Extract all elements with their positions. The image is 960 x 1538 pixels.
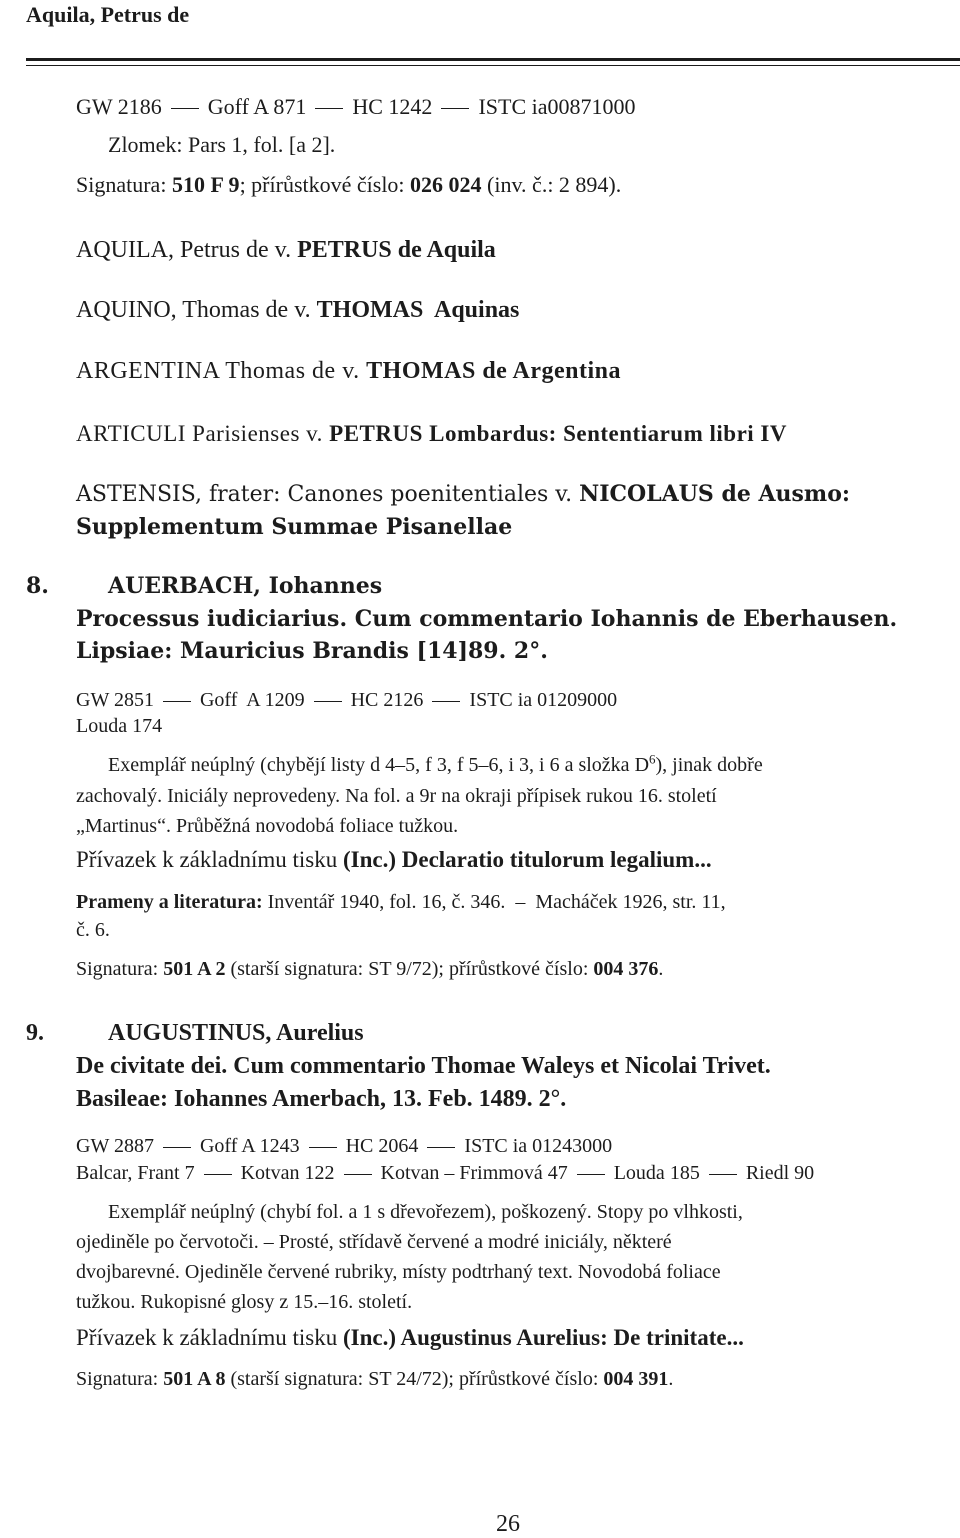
ref-separator bbox=[309, 1147, 337, 1148]
ref-kotvan: Kotvan 122 bbox=[240, 1162, 335, 1184]
xref-astensis-target-cont: Supplementum Summae Pisanellae bbox=[76, 514, 513, 540]
xref-astensis bbox=[76, 483, 850, 506]
ref-istc: ISTC ia 01243000 bbox=[464, 1135, 613, 1157]
binding-prefix: Přívazek k základnímu tisku bbox=[76, 1325, 343, 1350]
ref-goff: Goff A 1209 bbox=[199, 689, 305, 711]
xref-term: AQUINO, Thomas de v. bbox=[76, 297, 317, 323]
xref-target: NICOLAUS de Ausmo: bbox=[579, 481, 851, 507]
copy-description: zachovalý. Iniciály neprovedeny. Na fol. a 9r na okraji přípisek rukou 16. století bbox=[76, 785, 717, 807]
ref-separator bbox=[171, 108, 199, 109]
ref-separator bbox=[577, 1174, 605, 1175]
xref-term: AQUILA, Petrus de v. bbox=[76, 237, 298, 263]
signature-text: . bbox=[668, 1368, 674, 1390]
ref-separator bbox=[163, 701, 191, 702]
ref-hc: HC 2064 bbox=[345, 1135, 419, 1157]
signature-value: 501 A 8 bbox=[163, 1368, 226, 1390]
signature-text: (inv. č.: 2 894). bbox=[481, 172, 622, 197]
prev-entry-signature bbox=[76, 174, 621, 196]
ref-separator bbox=[163, 1147, 191, 1148]
copy-description: tužkou. Rukopisné glosy z 15.–16. století. bbox=[76, 1291, 413, 1313]
xref-target: PETRUS de Aquila bbox=[297, 237, 496, 263]
ref-separator bbox=[427, 1147, 455, 1148]
copy-description bbox=[108, 751, 763, 776]
xref-target: THOMAS Aquinas bbox=[316, 297, 520, 323]
copy-description: ojediněle po červotoči. – Prosté, střídavě červené a modré iniciály, některé bbox=[76, 1231, 672, 1253]
copy-description: Exemplář neúplný (chybí fol. a 1 s dřevořezem), poškozený. Stopy po vlhkosti, bbox=[108, 1201, 743, 1223]
ref-separator bbox=[441, 108, 469, 109]
ref-gw: GW 2851 bbox=[76, 689, 154, 711]
entry-refs-secondary bbox=[76, 1163, 814, 1183]
signature-label: Signatura: bbox=[76, 172, 172, 197]
sources bbox=[76, 892, 726, 912]
accession-number: 026 024 bbox=[410, 172, 482, 197]
sources-text: Inventář 1940, fol. 16, č. 346. – Macháček 1926, str. 11, bbox=[267, 891, 726, 913]
copy-text: Exemplář neúplný (chybějí listy d 4–5, f 3, f 5–6, i 3, i 6 a složka D bbox=[108, 754, 650, 776]
ref-separator bbox=[204, 1174, 232, 1175]
signature-text: (starší signatura: ST 9/72); přírůstkové číslo: bbox=[225, 958, 594, 980]
entry-signature bbox=[76, 1369, 673, 1389]
superscript: 6 bbox=[649, 751, 656, 767]
entry-title: Processus iudiciarius. Cum commentario Iohannis de Eberhausen. bbox=[76, 606, 898, 632]
signature-text: (starší signatura: ST 24/72); přírůstkové číslo: bbox=[225, 1368, 604, 1390]
accession-number: 004 376 bbox=[593, 958, 659, 980]
ref-kotvan-frimmova: Kotvan – Frimmová 47 bbox=[380, 1162, 568, 1184]
running-head: Aquila, Petrus de bbox=[26, 2, 190, 27]
entry-number: 9. bbox=[26, 1020, 44, 1046]
xref-target: PETRUS Lombardus: Sententiarum libri IV bbox=[329, 421, 787, 446]
ref-istc: ISTC ia00871000 bbox=[478, 94, 636, 119]
ref-separator bbox=[315, 108, 343, 109]
xref-aquila bbox=[76, 238, 496, 262]
ref-riedl: Riedl 90 bbox=[745, 1162, 815, 1184]
header-rule-thick bbox=[26, 58, 960, 61]
xref-term: ARGENTINA Thomas de v. bbox=[76, 358, 367, 384]
ref-goff: Goff A 871 bbox=[207, 94, 307, 119]
ref-hc: HC 2126 bbox=[350, 689, 424, 711]
binding-note bbox=[76, 1326, 744, 1349]
ref-separator bbox=[432, 701, 460, 702]
binding-title: (Inc.) Declaratio titulorum legalium... bbox=[343, 847, 712, 872]
prev-entry-fragment: Zlomek: Pars 1, fol. [a 2]. bbox=[108, 132, 336, 157]
entry-heading: AUERBACH, Iohannes bbox=[108, 573, 383, 599]
entry-refs-secondary: Louda 174 bbox=[76, 715, 163, 737]
binding-note bbox=[76, 848, 712, 871]
sources-cont: č. 6. bbox=[76, 919, 110, 941]
xref-aquino bbox=[76, 298, 519, 322]
copy-description: dvojbarevné. Ojediněle červené rubriky, místy podtrhaný text. Novodobá foliace bbox=[76, 1261, 721, 1283]
signature-text: . bbox=[658, 958, 664, 980]
ref-separator bbox=[344, 1174, 372, 1175]
sources-label: Prameny a literatura: bbox=[76, 891, 268, 913]
binding-prefix: Přívazek k základnímu tisku bbox=[76, 847, 343, 872]
xref-articuli bbox=[76, 422, 787, 445]
xref-argentina bbox=[76, 359, 621, 383]
ref-gw: GW 2186 bbox=[76, 94, 162, 119]
entry-title: De civitate dei. Cum commentario Thomae Waleys et Nicolai Trivet. bbox=[76, 1053, 771, 1079]
ref-gw: GW 2887 bbox=[76, 1135, 154, 1157]
copy-description: „Martinus“. Průběžná novodobá foliace tužkou. bbox=[76, 815, 459, 837]
xref-term: ASTENSIS, frater: Canones poenitentiales v. bbox=[76, 482, 580, 507]
ref-hc: HC 1242 bbox=[352, 94, 433, 119]
header-rule-thin bbox=[26, 65, 960, 66]
ref-goff: Goff A 1243 bbox=[199, 1135, 300, 1157]
prev-entry-refs bbox=[76, 96, 636, 118]
signature-value: 501 A 2 bbox=[163, 958, 226, 980]
entry-signature bbox=[76, 959, 663, 979]
signature-label: Signatura: bbox=[76, 958, 164, 980]
entry-refs bbox=[76, 690, 617, 710]
copy-text: ), jinak dobře bbox=[655, 754, 763, 776]
entry-number: 8. bbox=[26, 573, 49, 599]
page-number: 26 bbox=[496, 1511, 520, 1537]
ref-istc: ISTC ia 01209000 bbox=[469, 689, 618, 711]
ref-separator bbox=[314, 701, 342, 702]
ref-separator bbox=[709, 1174, 737, 1175]
binding-title: (Inc.) Augustinus Aurelius: De trinitate... bbox=[343, 1325, 744, 1350]
signature-value: 510 F 9 bbox=[171, 172, 240, 197]
ref-balcar: Balcar, Frant 7 bbox=[76, 1162, 195, 1184]
ref-louda: Louda 185 bbox=[613, 1162, 700, 1184]
entry-imprint: Lipsiae: Mauricius Brandis [14]89. 2°. bbox=[76, 638, 548, 664]
signature-text: ; přírůstkové číslo: bbox=[239, 172, 411, 197]
xref-target: THOMAS de Argentina bbox=[366, 358, 621, 384]
entry-refs bbox=[76, 1136, 612, 1156]
accession-number: 004 391 bbox=[603, 1368, 669, 1390]
entry-imprint: Basileae: Iohannes Amerbach, 13. Feb. 1489. 2°. bbox=[76, 1086, 567, 1112]
signature-label: Signatura: bbox=[76, 1368, 164, 1390]
xref-term: ARTICULI Parisienses v. bbox=[76, 421, 330, 446]
entry-heading: AUGUSTINUS, Aurelius bbox=[108, 1020, 364, 1046]
